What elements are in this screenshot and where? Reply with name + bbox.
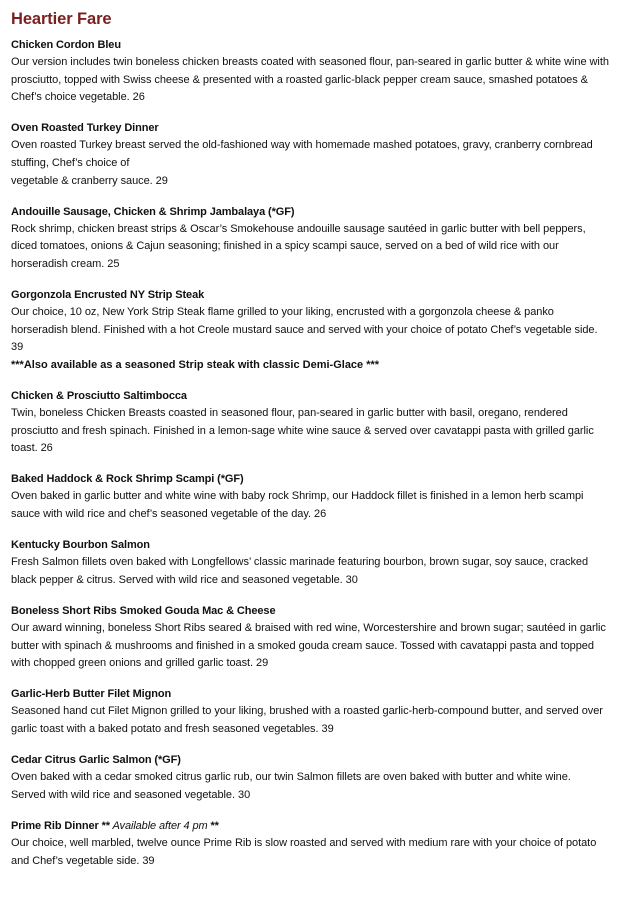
menu-item-jambalaya bbox=[11, 204, 611, 274]
item-description-line: Oven roasted Turkey breast served the old-fashioned way with homemade mashed potatoes, gravy, cranberry cornbread stuffing, Chef’s choice of bbox=[11, 139, 593, 169]
item-name: Chicken & Prosciutto Saltimbocca bbox=[11, 390, 187, 403]
menu-item-chicken-cordon-bleu bbox=[11, 37, 611, 107]
item-description-line: vegetable & cranberry sauce. 29 bbox=[11, 174, 168, 187]
menu-item-filet-mignon bbox=[11, 686, 611, 738]
menu-item-strip-steak bbox=[11, 287, 611, 374]
item-description: Rock shrimp, chicken breast strips & Oscar’s Smokehouse andouille sausage sautéed in garlic butter with bell peppers, diced tomatoes, onions & Cajun seasoning; finished in a spicy scampi sauce, served on a bed of wild rice with our horseradish cream. 25 bbox=[11, 222, 586, 270]
item-name bbox=[11, 818, 611, 835]
item-extra-note: ***Also available as a seasoned Strip steak with classic Demi-Glace *** bbox=[11, 358, 380, 371]
item-description bbox=[11, 769, 611, 804]
item-description: Our award winning, boneless Short Ribs seared & braised with red wine, Worcestershire and brown sugar; sautéed in garlic butter with spinach & mushrooms and finished in a smoked gouda cream sauce. Tossed with cavatappi pasta and topped with chopped green onions and grilled garlic toast. 29 bbox=[11, 622, 606, 670]
menu-item-saltimbocca bbox=[11, 388, 611, 458]
availability-note: Available after 4 pm bbox=[109, 819, 211, 832]
item-name: Andouille Sausage, Chicken & Shrimp Jambalaya (*GF) bbox=[11, 205, 295, 218]
item-description: Twin, boneless Chicken Breasts coasted in seasoned flour, pan-seared in garlic butter with basil, oregano, rendered prosciutto and fresh spinach. Finished in a lemon-sage white wine sauce & served over cavatappi pasta with grilled garlic toast. 26 bbox=[11, 407, 594, 455]
item-name: Chicken Cordon Bleu bbox=[11, 39, 121, 51]
item-description-line: Served with wild rice and seasoned vegetable. 30 bbox=[11, 788, 251, 801]
item-description: Our version includes twin boneless chicken breasts coated with seasoned flour, pan-seared in garlic butter & white wine with prosciutto, topped with Swiss cheese & presented with a roasted garlic-black pepper cream sauce, smashed potatoes & Chef’s choice vegetable. 26 bbox=[11, 56, 609, 104]
item-description-line: Oven baked with a cedar smoked citrus garlic rub, our twin Salmon fillets are oven baked with butter and white wine. bbox=[11, 771, 571, 784]
item-description bbox=[11, 137, 611, 190]
availability-note-suffix: ** bbox=[210, 819, 219, 832]
item-description: Our choice, 10 oz, New York Strip Steak flame grilled to your liking, encrusted with a gorgonzola cheese & panko horseradish blend. Finished with a hot Creole mustard sauce and served with your choice of potato Chef’s vegetable side. 39 bbox=[11, 306, 598, 354]
menu-item-haddock-scampi bbox=[11, 471, 611, 523]
item-name: Boneless Short Ribs Smoked Gouda Mac & Cheese bbox=[11, 605, 276, 618]
menu-item-turkey-dinner bbox=[11, 120, 611, 190]
menu-page bbox=[11, 8, 611, 884]
item-name: Garlic-Herb Butter Filet Mignon bbox=[11, 688, 172, 701]
item-description: Our choice, well marbled, twelve ounce Prime Rib is slow roasted and served with medium rare with your choice of potato and Chef’s vegetable side. 39 bbox=[11, 836, 597, 867]
item-name: Baked Haddock & Rock Shrimp Scampi (*GF) bbox=[11, 473, 244, 486]
section-title: Heartier Fare bbox=[11, 10, 112, 28]
menu-item-prime-rib bbox=[11, 818, 611, 870]
item-name: Kentucky Bourbon Salmon bbox=[11, 539, 150, 552]
menu-item-cedar-salmon bbox=[11, 752, 611, 804]
menu-item-short-ribs-mac bbox=[11, 603, 611, 673]
item-description: Seasoned hand cut Filet Mignon grilled to your liking, brushed with a roasted garlic-herb-compound butter, and served over garlic toast with a baked potato and fresh seasoned vegetables. 39 bbox=[11, 705, 603, 735]
item-name: Cedar Citrus Garlic Salmon (*GF) bbox=[11, 754, 181, 767]
item-description: Fresh Salmon fillets oven baked with Longfellows’ classic marinade featuring bourbon, brown sugar, soy sauce, cracked black pepper & citrus. Served with wild rice and seasoned vegetable. 30 bbox=[11, 556, 589, 586]
item-description: Oven baked in garlic butter and white wine with baby rock Shrimp, our Haddock fillet is finished in a lemon herb scampi sauce with wild rice and chef’s seasoned vegetable of the day. 26 bbox=[11, 490, 584, 521]
item-name: Oven Roasted Turkey Dinner bbox=[11, 122, 159, 135]
item-name-text: Prime Rib Dinner ** bbox=[11, 819, 110, 832]
item-name: Gorgonzola Encrusted NY Strip Steak bbox=[11, 289, 205, 302]
menu-item-bourbon-salmon bbox=[11, 537, 611, 589]
